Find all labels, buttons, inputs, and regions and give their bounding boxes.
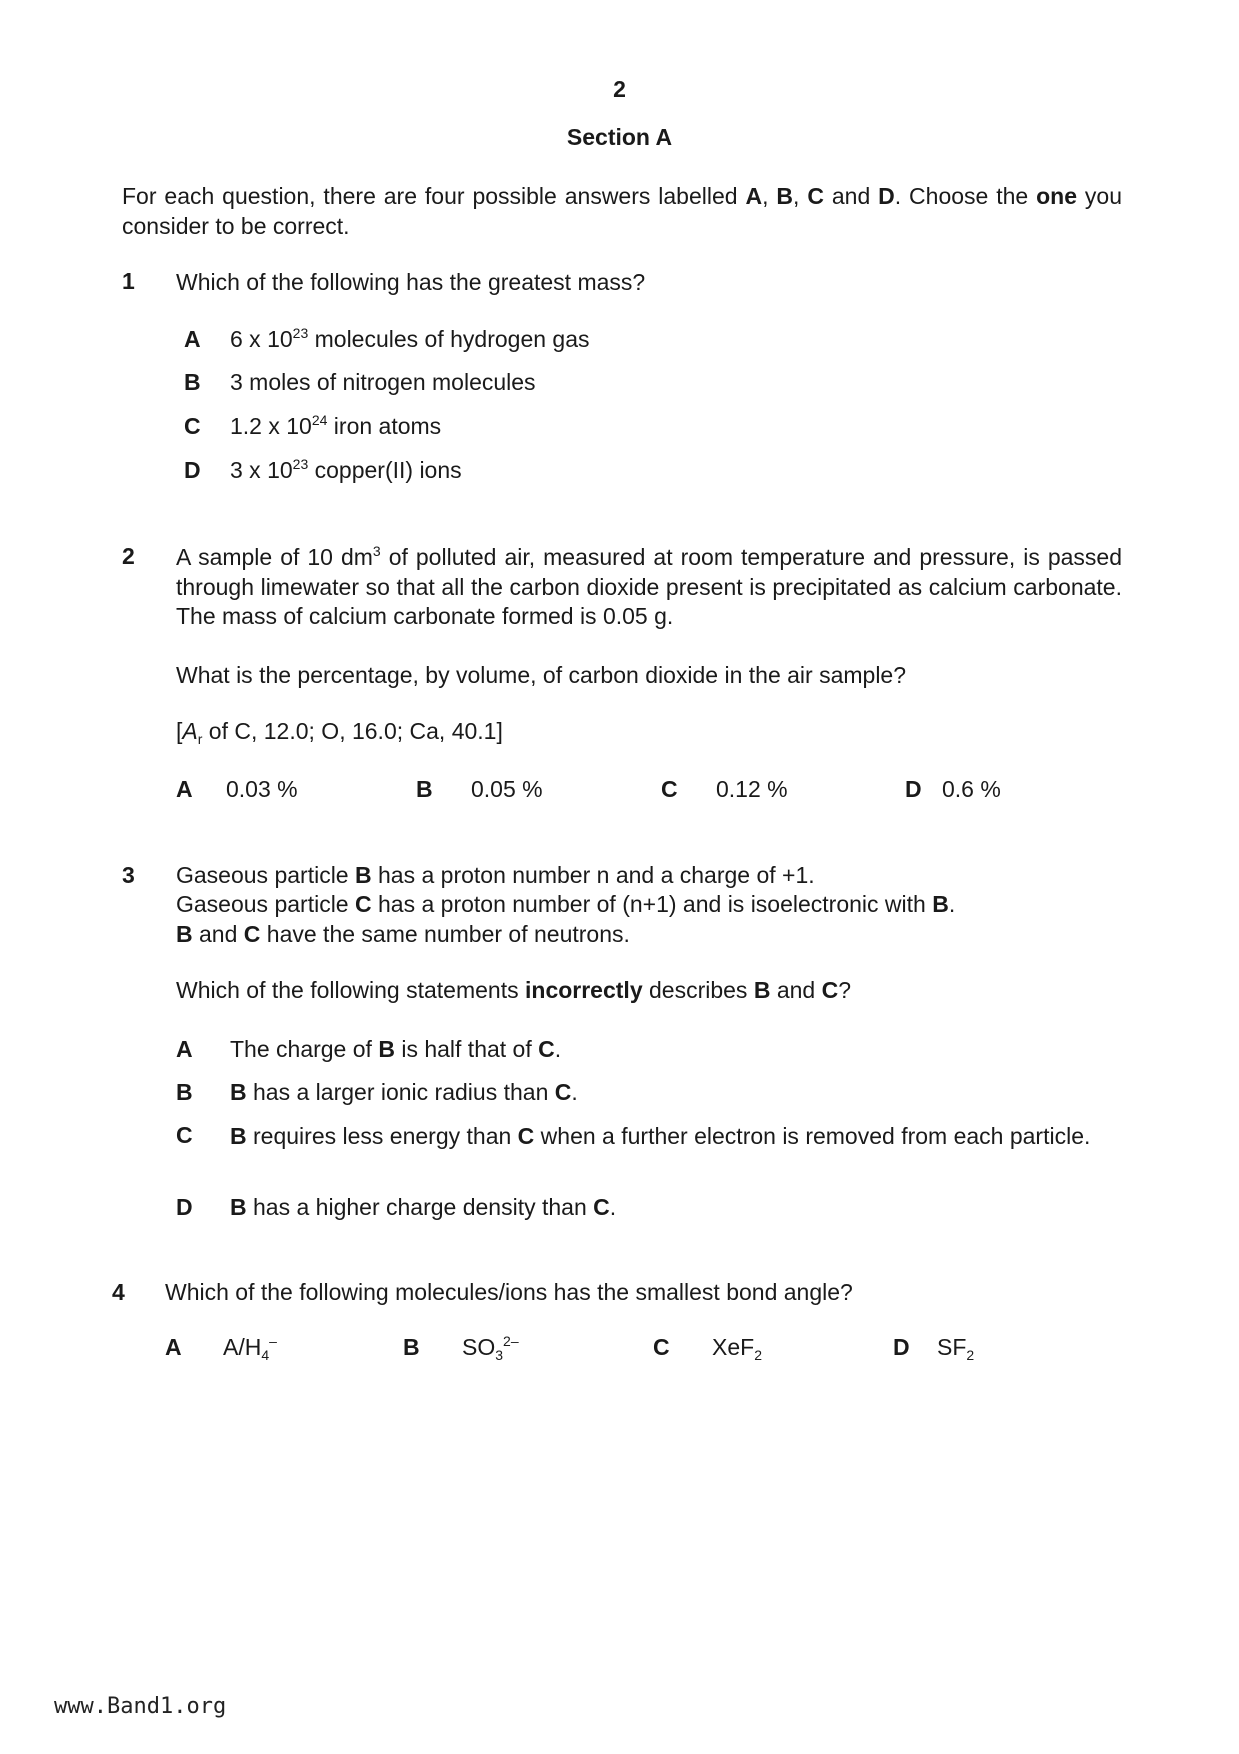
option-text: 0.6 % — [942, 776, 1001, 802]
option-text: 3 moles of nitrogen molecules — [230, 369, 536, 395]
question-stem: A sample of 10 $dm^3$ of polluted air, measured at room temperature and pressure, is passed through limewater so that all the carbon dioxide present is precipitated as calcium carbonate. The mass of calcium carbonate formed is 0.05 g. — [176, 543, 1122, 629]
option-letter: A — [176, 776, 193, 802]
option-text: 6 x $10^{23}$ molecules of hydrogen gas — [230, 325, 590, 352]
question-stem-line-3: B and C have the same number of neutrons. — [176, 921, 630, 947]
option-text: B has a larger ionic radius than C. — [230, 1079, 578, 1105]
question-text: Which of the following has the greatest mass? — [176, 269, 646, 295]
option-formula: $SF_2$ — [937, 1334, 975, 1363]
question-text: Which of the following molecules/ions has the smallest bond angle? — [165, 1279, 853, 1305]
option-letter: D — [893, 1334, 910, 1360]
question-text: What is the percentage, by volume, of carbon dioxide in the air sample? — [176, 662, 907, 688]
option-letter: C — [176, 1122, 193, 1148]
option-text: The charge of B is half that of C. — [230, 1036, 562, 1062]
option-text: B requires less energy than C when a further electron is removed from each particle. — [230, 1123, 1091, 1149]
option-letter: D — [176, 1194, 193, 1220]
option-text: 0.12 % — [716, 776, 788, 802]
option-letter: B — [184, 369, 201, 395]
option-text: 1.2 x $10^{24}$ iron atoms — [230, 412, 442, 439]
page-number: 2 — [613, 76, 626, 102]
option-formula: XeF$_2$ — [712, 1334, 762, 1363]
option-text: B has a higher charge density than C. — [230, 1194, 617, 1220]
option-formula: $A/H_4^-$ — [223, 1333, 277, 1363]
option-letter: C — [661, 776, 678, 802]
option-letter: D — [184, 457, 201, 483]
footer-watermark: www.Band1.org — [54, 1694, 227, 1719]
option-letter: A — [184, 326, 201, 352]
question-number: 3 — [122, 862, 135, 888]
option-text: 0.05 % — [471, 776, 543, 802]
option-letter: B — [403, 1334, 420, 1360]
option-letter: B — [416, 776, 433, 802]
option-letter: A — [165, 1334, 182, 1360]
option-letter: C — [653, 1334, 670, 1360]
option-formula: $SO_3^{2-}$ — [462, 1333, 519, 1363]
option-letter: A — [176, 1036, 193, 1062]
option-text: 3 x $10^{23}$ copper(II) ions — [230, 456, 462, 483]
option-letter: B — [176, 1079, 193, 1105]
question-stem-line-1: Gaseous particle B has a proton number n and a charge of +1. — [176, 862, 815, 888]
option-letter: C — [184, 413, 201, 439]
question-number: 1 — [122, 268, 135, 294]
question-number: 2 — [122, 543, 135, 569]
question-text: Which of the following statements incorrectly describes B and C? — [176, 977, 852, 1003]
section-title: Section A — [566, 124, 673, 150]
option-text: 0.03 % — [226, 776, 298, 802]
option-letter: D — [905, 776, 922, 802]
relative-atomic-masses: [$A_r$ of C, 12.0; O, 16.0; Ca, 40.1] — [176, 718, 503, 747]
question-number: 4 — [112, 1279, 125, 1305]
question-stem-line-2: Gaseous particle C has a proton number of (n+1) and is isoelectronic with B. — [176, 891, 956, 917]
instructions: For each question, there are four possible answers labelled A, B, C and D. Choose the one you consider to be correct. — [122, 183, 1123, 239]
